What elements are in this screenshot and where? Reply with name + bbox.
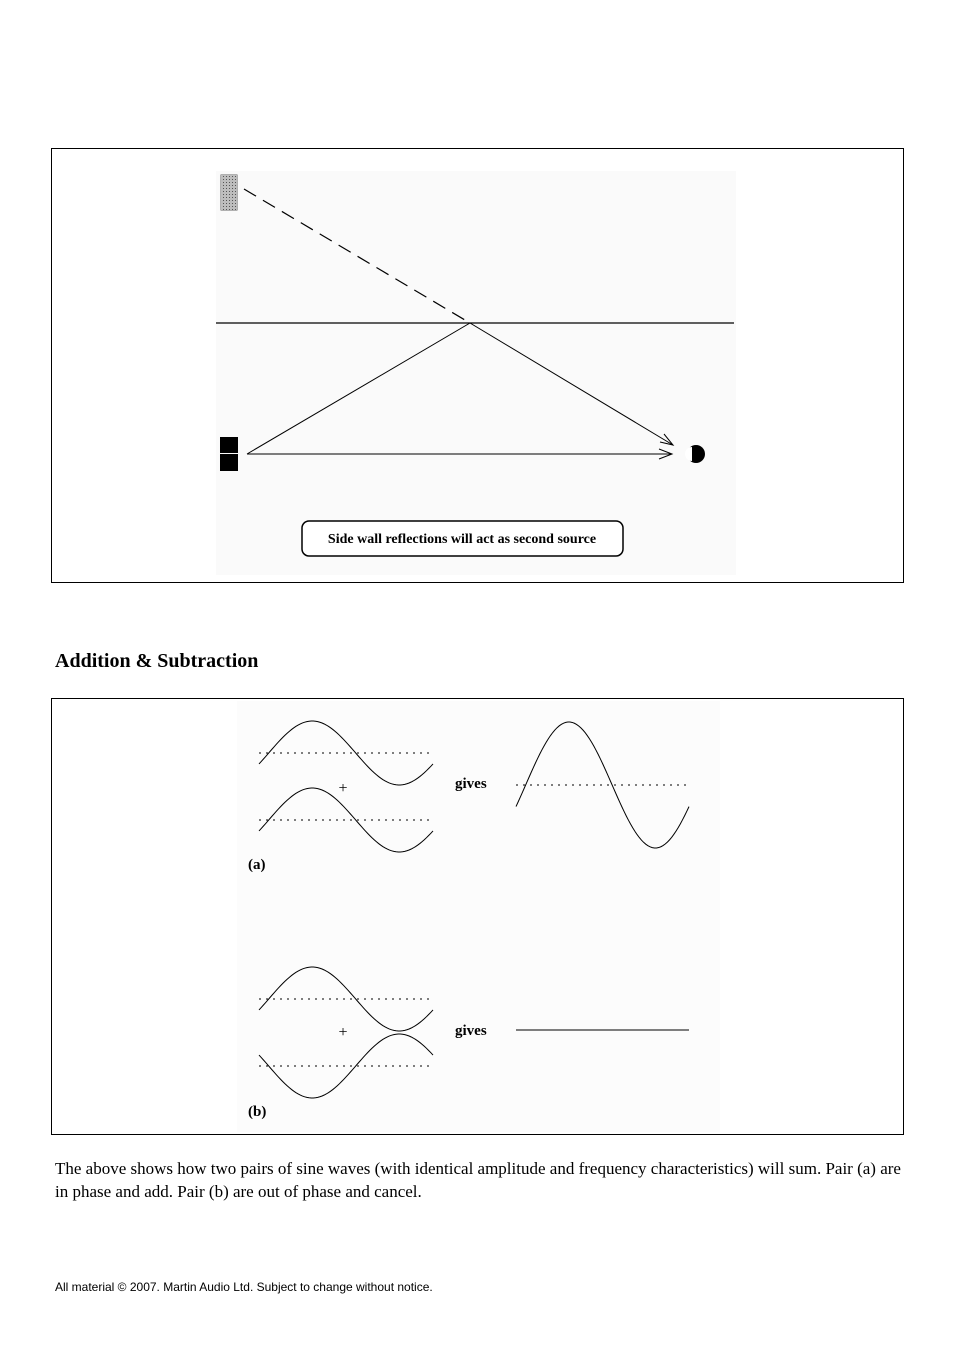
plus-sign-b: + bbox=[338, 1024, 348, 1041]
reflection-diagram-svg bbox=[52, 149, 905, 584]
plus-sign-a: + bbox=[338, 780, 348, 797]
copyright-footer: All material © 2007. Martin Audio Ltd. Subject to change without notice. bbox=[55, 1280, 433, 1294]
gives-label-b: gives bbox=[455, 1023, 487, 1039]
sine-addition-svg bbox=[52, 699, 905, 1136]
gives-label-a: gives bbox=[455, 776, 487, 792]
reflection-diagram bbox=[51, 148, 904, 583]
section-heading: Addition & Subtraction bbox=[55, 650, 259, 672]
diagram-background bbox=[216, 171, 736, 575]
pair-a-label: (a) bbox=[248, 857, 266, 873]
sine-diagram-background bbox=[237, 701, 720, 1132]
speaker-source-icon bbox=[220, 437, 238, 471]
reflection-label: Side wall reflections will act as second source bbox=[327, 532, 597, 547]
pair-b-label: (b) bbox=[248, 1104, 267, 1120]
virtual-source-icon bbox=[221, 175, 237, 210]
sine-addition-diagram bbox=[51, 698, 904, 1135]
body-paragraph: The above shows how two pairs of sine waves (with identical amplitude and frequency characteristics) will sum. Pair (a) are in phase and add. Pair (b) are out of phase and cancel. bbox=[55, 1159, 901, 1201]
